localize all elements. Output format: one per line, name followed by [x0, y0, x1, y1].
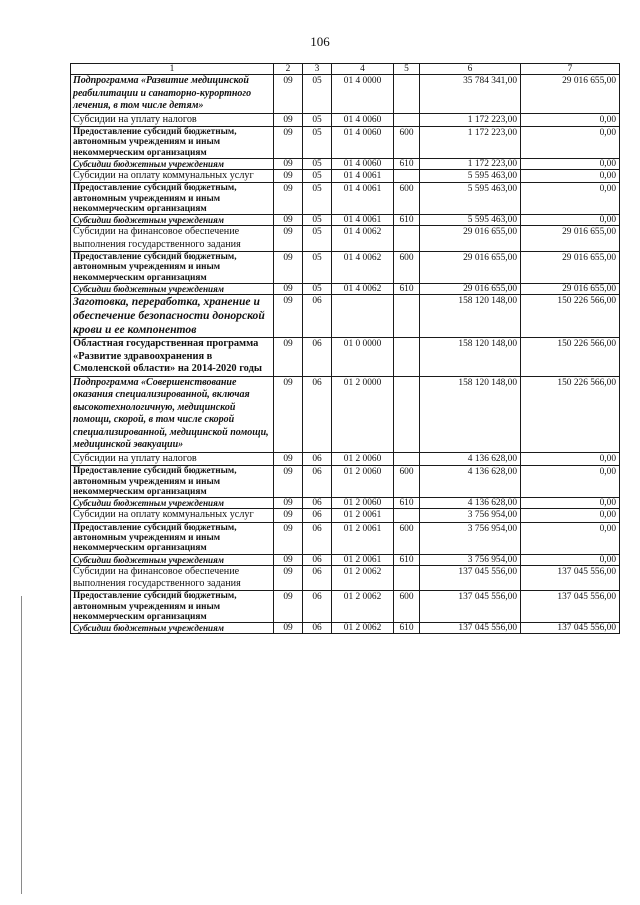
- table-row: [71, 337, 620, 376]
- expense-type-cell: 610: [394, 623, 420, 634]
- target-article-cell: 01 2 0062: [332, 591, 394, 623]
- header-cell: 6: [420, 64, 521, 75]
- amount-2022-cell: 0,00: [521, 169, 620, 182]
- item-name-cell: Субсидии на финансовое обеспечение выполнения государственного задания: [71, 226, 274, 252]
- amount-2021-cell: 1 172 223,00: [420, 126, 521, 158]
- item-name-cell: Субсидии бюджетным учреждениям: [71, 158, 274, 169]
- target-article-cell: 01 4 0061: [332, 169, 394, 182]
- target-article-cell: 01 4 0000: [332, 75, 394, 114]
- table-row: [71, 522, 620, 554]
- subsection-cell: 06: [303, 522, 332, 554]
- amount-2022-cell: 0,00: [521, 183, 620, 215]
- target-article-cell: 01 2 0060: [332, 498, 394, 509]
- item-name-cell: Субсидии бюджетным учреждениям: [71, 554, 274, 565]
- amount-2022-cell: 0,00: [521, 466, 620, 498]
- expense-type-cell: 610: [394, 158, 420, 169]
- amount-2022-cell: 0,00: [521, 158, 620, 169]
- item-name-cell: Предоставление субсидий бюджетным, автономным учреждениям и иным некоммерческим организациям: [71, 591, 274, 623]
- amount-2022-cell: 150 226 566,00: [521, 376, 620, 452]
- item-name-cell: Субсидии бюджетным учреждениям: [71, 623, 274, 634]
- section-cell: 09: [274, 337, 303, 376]
- amount-2021-cell: 29 016 655,00: [420, 251, 521, 283]
- subsection-cell: 06: [303, 623, 332, 634]
- subsection-cell: 06: [303, 565, 332, 591]
- section-cell: 09: [274, 294, 303, 337]
- amount-2021-cell: 1 172 223,00: [420, 113, 521, 126]
- subsection-cell: 05: [303, 183, 332, 215]
- expense-type-cell: 610: [394, 498, 420, 509]
- section-cell: 09: [274, 554, 303, 565]
- expense-type-cell: 600: [394, 466, 420, 498]
- amount-2022-cell: 0,00: [521, 126, 620, 158]
- header-cell: 7: [521, 64, 620, 75]
- section-cell: 09: [274, 113, 303, 126]
- section-cell: 09: [274, 591, 303, 623]
- table-row: [71, 591, 620, 623]
- subsection-cell: 06: [303, 498, 332, 509]
- amount-2021-cell: 3 756 954,00: [420, 554, 521, 565]
- subsection-cell: 06: [303, 452, 332, 465]
- target-article-cell: 01 2 0061: [332, 522, 394, 554]
- amount-2021-cell: 137 045 556,00: [420, 623, 521, 634]
- section-cell: 09: [274, 565, 303, 591]
- table-row: [71, 509, 620, 522]
- amount-2021-cell: 29 016 655,00: [420, 226, 521, 252]
- table-row: [71, 126, 620, 158]
- item-name-cell: Заготовка, переработка, хранение и обеспечение безопасности донорской крови и ее компонентов: [71, 294, 274, 337]
- item-name-cell: Предоставление субсидий бюджетным, автономным учреждениям и иным некоммерческим организациям: [71, 466, 274, 498]
- section-cell: 09: [274, 126, 303, 158]
- item-name-cell: Субсидии на уплату налогов: [71, 113, 274, 126]
- subsection-cell: 05: [303, 169, 332, 182]
- table-row: [71, 498, 620, 509]
- target-article-cell: 01 4 0060: [332, 113, 394, 126]
- section-cell: 09: [274, 498, 303, 509]
- amount-2022-cell: 0,00: [521, 215, 620, 226]
- section-cell: 09: [274, 251, 303, 283]
- section-cell: 09: [274, 75, 303, 114]
- target-article-cell: 01 4 0060: [332, 158, 394, 169]
- table-row: [71, 452, 620, 465]
- section-cell: 09: [274, 283, 303, 294]
- header-cell: 3: [303, 64, 332, 75]
- expense-type-cell: 610: [394, 215, 420, 226]
- amount-2021-cell: 5 595 463,00: [420, 183, 521, 215]
- amount-2022-cell: 29 016 655,00: [521, 75, 620, 114]
- header-cell: 1: [71, 64, 274, 75]
- subsection-cell: 06: [303, 591, 332, 623]
- table-row: [71, 565, 620, 591]
- target-article-cell: 01 4 0062: [332, 226, 394, 252]
- table-row: [71, 75, 620, 114]
- section-cell: 09: [274, 158, 303, 169]
- amount-2021-cell: 35 784 341,00: [420, 75, 521, 114]
- header-cell: 2: [274, 64, 303, 75]
- expense-type-cell: [394, 452, 420, 465]
- subsection-cell: 06: [303, 509, 332, 522]
- subsection-cell: 05: [303, 158, 332, 169]
- amount-2022-cell: 29 016 655,00: [521, 283, 620, 294]
- target-article-cell: 01 4 0062: [332, 251, 394, 283]
- target-article-cell: 01 2 0060: [332, 466, 394, 498]
- subsection-cell: 06: [303, 554, 332, 565]
- expense-type-cell: [394, 75, 420, 114]
- section-cell: 09: [274, 509, 303, 522]
- expense-type-cell: [394, 509, 420, 522]
- expense-type-cell: 610: [394, 554, 420, 565]
- amount-2022-cell: 137 045 556,00: [521, 623, 620, 634]
- expense-type-cell: [394, 565, 420, 591]
- item-name-cell: Подпрограмма «Совершенствование оказания специализированной, включая высокотехнологичную, медицинской помощи, скорой, в том числе скорой специализированной, медицинской помощи, медицинской эвакуации»: [71, 376, 274, 452]
- amount-2021-cell: 4 136 628,00: [420, 466, 521, 498]
- amount-2022-cell: 0,00: [521, 452, 620, 465]
- section-cell: 09: [274, 623, 303, 634]
- amount-2022-cell: 0,00: [521, 522, 620, 554]
- amount-2021-cell: 3 756 954,00: [420, 509, 521, 522]
- amount-2022-cell: 29 016 655,00: [521, 251, 620, 283]
- section-cell: 09: [274, 215, 303, 226]
- amount-2021-cell: 158 120 148,00: [420, 337, 521, 376]
- amount-2021-cell: 5 595 463,00: [420, 215, 521, 226]
- table-row: [71, 251, 620, 283]
- amount-2021-cell: 137 045 556,00: [420, 565, 521, 591]
- target-article-cell: 01 4 0060: [332, 126, 394, 158]
- table-row: [71, 226, 620, 252]
- target-article-cell: 01 2 0000: [332, 376, 394, 452]
- expense-type-cell: [394, 376, 420, 452]
- target-article-cell: 01 2 0061: [332, 554, 394, 565]
- expense-type-cell: 600: [394, 591, 420, 623]
- expense-type-cell: 600: [394, 183, 420, 215]
- amount-2022-cell: 137 045 556,00: [521, 565, 620, 591]
- amount-2021-cell: 158 120 148,00: [420, 376, 521, 452]
- subsection-cell: 06: [303, 337, 332, 376]
- item-name-cell: Субсидии на оплату коммунальных услуг: [71, 169, 274, 182]
- amount-2022-cell: 150 226 566,00: [521, 337, 620, 376]
- table-row: [71, 215, 620, 226]
- amount-2021-cell: 3 756 954,00: [420, 522, 521, 554]
- header-cell: 4: [332, 64, 394, 75]
- subsection-cell: 05: [303, 283, 332, 294]
- target-article-cell: 01 4 0061: [332, 215, 394, 226]
- subsection-cell: 05: [303, 215, 332, 226]
- expense-type-cell: [394, 113, 420, 126]
- section-cell: 09: [274, 183, 303, 215]
- expense-type-cell: 600: [394, 522, 420, 554]
- target-article-cell: 01 2 0060: [332, 452, 394, 465]
- expense-type-cell: 600: [394, 251, 420, 283]
- item-name-cell: Предоставление субсидий бюджетным, автономным учреждениям и иным некоммерческим организациям: [71, 522, 274, 554]
- subsection-cell: 05: [303, 226, 332, 252]
- target-article-cell: 01 2 0061: [332, 509, 394, 522]
- item-name-cell: Областная государственная программа «Развитие здравоохранения в Смоленской области» на 2014-2020 годы: [71, 337, 274, 376]
- table-row: [71, 169, 620, 182]
- subsection-cell: 05: [303, 251, 332, 283]
- item-name-cell: Предоставление субсидий бюджетным, автономным учреждениям и иным некоммерческим организациям: [71, 183, 274, 215]
- expense-type-cell: [394, 294, 420, 337]
- amount-2022-cell: 0,00: [521, 498, 620, 509]
- amount-2021-cell: 1 172 223,00: [420, 158, 521, 169]
- item-name-cell: Предоставление субсидий бюджетным, автономным учреждениям и иным некоммерческим организациям: [71, 126, 274, 158]
- target-article-cell: [332, 294, 394, 337]
- subsection-cell: 05: [303, 126, 332, 158]
- expense-type-cell: 610: [394, 283, 420, 294]
- target-article-cell: 01 4 0061: [332, 183, 394, 215]
- subsection-cell: 05: [303, 75, 332, 114]
- expense-type-cell: [394, 169, 420, 182]
- subsection-cell: 06: [303, 466, 332, 498]
- target-article-cell: 01 2 0062: [332, 623, 394, 634]
- table-row: [71, 623, 620, 634]
- section-cell: 09: [274, 169, 303, 182]
- target-article-cell: 01 2 0062: [332, 565, 394, 591]
- section-cell: 09: [274, 466, 303, 498]
- item-name-cell: Подпрограмма «Развитие медицинской реабилитации и санаторно-курортного лечения, в том числе детям»: [71, 75, 274, 114]
- page-number: 106: [310, 34, 330, 49]
- table-row: [71, 158, 620, 169]
- item-name-cell: Предоставление субсидий бюджетным, автономным учреждениям и иным некоммерческим организациям: [71, 251, 274, 283]
- table-row: [71, 283, 620, 294]
- amount-2021-cell: 4 136 628,00: [420, 498, 521, 509]
- table-row: [71, 466, 620, 498]
- section-cell: 09: [274, 522, 303, 554]
- expense-type-cell: [394, 337, 420, 376]
- scan-margin-line: [21, 596, 22, 894]
- amount-2022-cell: 150 226 566,00: [521, 294, 620, 337]
- item-name-cell: Субсидии бюджетным учреждениям: [71, 498, 274, 509]
- expense-type-cell: [394, 226, 420, 252]
- target-article-cell: 01 4 0062: [332, 283, 394, 294]
- item-name-cell: Субсидии на уплату налогов: [71, 452, 274, 465]
- table-row: [71, 113, 620, 126]
- section-cell: 09: [274, 376, 303, 452]
- table-header-row: [71, 64, 620, 75]
- subsection-cell: 06: [303, 376, 332, 452]
- header-cell: 5: [394, 64, 420, 75]
- table-row: [71, 376, 620, 452]
- budget-table: [70, 63, 620, 634]
- table-row: [71, 183, 620, 215]
- item-name-cell: Субсидии на финансовое обеспечение выполнения государственного задания: [71, 565, 274, 591]
- amount-2021-cell: 29 016 655,00: [420, 283, 521, 294]
- expense-type-cell: 600: [394, 126, 420, 158]
- amount-2022-cell: 0,00: [521, 113, 620, 126]
- amount-2022-cell: 29 016 655,00: [521, 226, 620, 252]
- section-cell: 09: [274, 452, 303, 465]
- table-row: [71, 554, 620, 565]
- amount-2022-cell: 137 045 556,00: [521, 591, 620, 623]
- amount-2021-cell: 5 595 463,00: [420, 169, 521, 182]
- item-name-cell: Субсидии бюджетным учреждениям: [71, 215, 274, 226]
- item-name-cell: Субсидии на оплату коммунальных услуг: [71, 509, 274, 522]
- target-article-cell: 01 0 0000: [332, 337, 394, 376]
- amount-2022-cell: 0,00: [521, 509, 620, 522]
- subsection-cell: 05: [303, 113, 332, 126]
- table-row: [71, 294, 620, 337]
- amount-2021-cell: 4 136 628,00: [420, 452, 521, 465]
- amount-2021-cell: 137 045 556,00: [420, 591, 521, 623]
- section-cell: 09: [274, 226, 303, 252]
- subsection-cell: 06: [303, 294, 332, 337]
- amount-2021-cell: 158 120 148,00: [420, 294, 521, 337]
- item-name-cell: Субсидии бюджетным учреждениям: [71, 283, 274, 294]
- amount-2022-cell: 0,00: [521, 554, 620, 565]
